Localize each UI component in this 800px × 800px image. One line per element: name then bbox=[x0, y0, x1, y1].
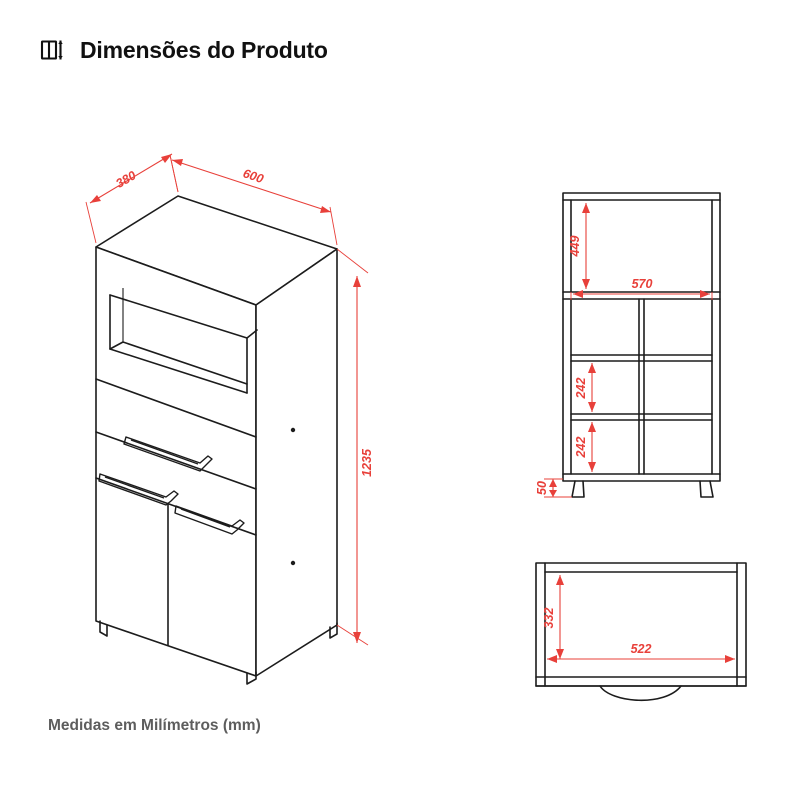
dimension-label-50: 50 bbox=[535, 481, 549, 495]
dimension-label-1235: 1235 bbox=[360, 449, 374, 477]
dimension-label-242-upper: 242 bbox=[574, 377, 588, 399]
dimension-label-332: 332 bbox=[542, 607, 556, 629]
top-view-handle-icon bbox=[600, 686, 681, 700]
hinge-dot bbox=[291, 428, 295, 432]
dimension-height-1235 bbox=[337, 249, 374, 645]
top-view bbox=[536, 563, 746, 700]
measurement-unit-note: Medidas em Milímetros (mm) bbox=[48, 717, 261, 734]
dimension-label-570: 570 bbox=[631, 277, 653, 291]
hinge-dot bbox=[291, 561, 295, 565]
dimension-label-380: 380 bbox=[113, 168, 139, 191]
dimension-label-600: 600 bbox=[241, 166, 266, 187]
dimension-label-242-lower: 242 bbox=[574, 436, 588, 458]
front-view bbox=[535, 193, 720, 497]
dimension-label-449: 449 bbox=[568, 235, 582, 257]
perspective-view bbox=[86, 154, 374, 684]
dimension-label-522: 522 bbox=[630, 642, 652, 656]
page-title: Dimensões do Produto bbox=[80, 36, 328, 63]
